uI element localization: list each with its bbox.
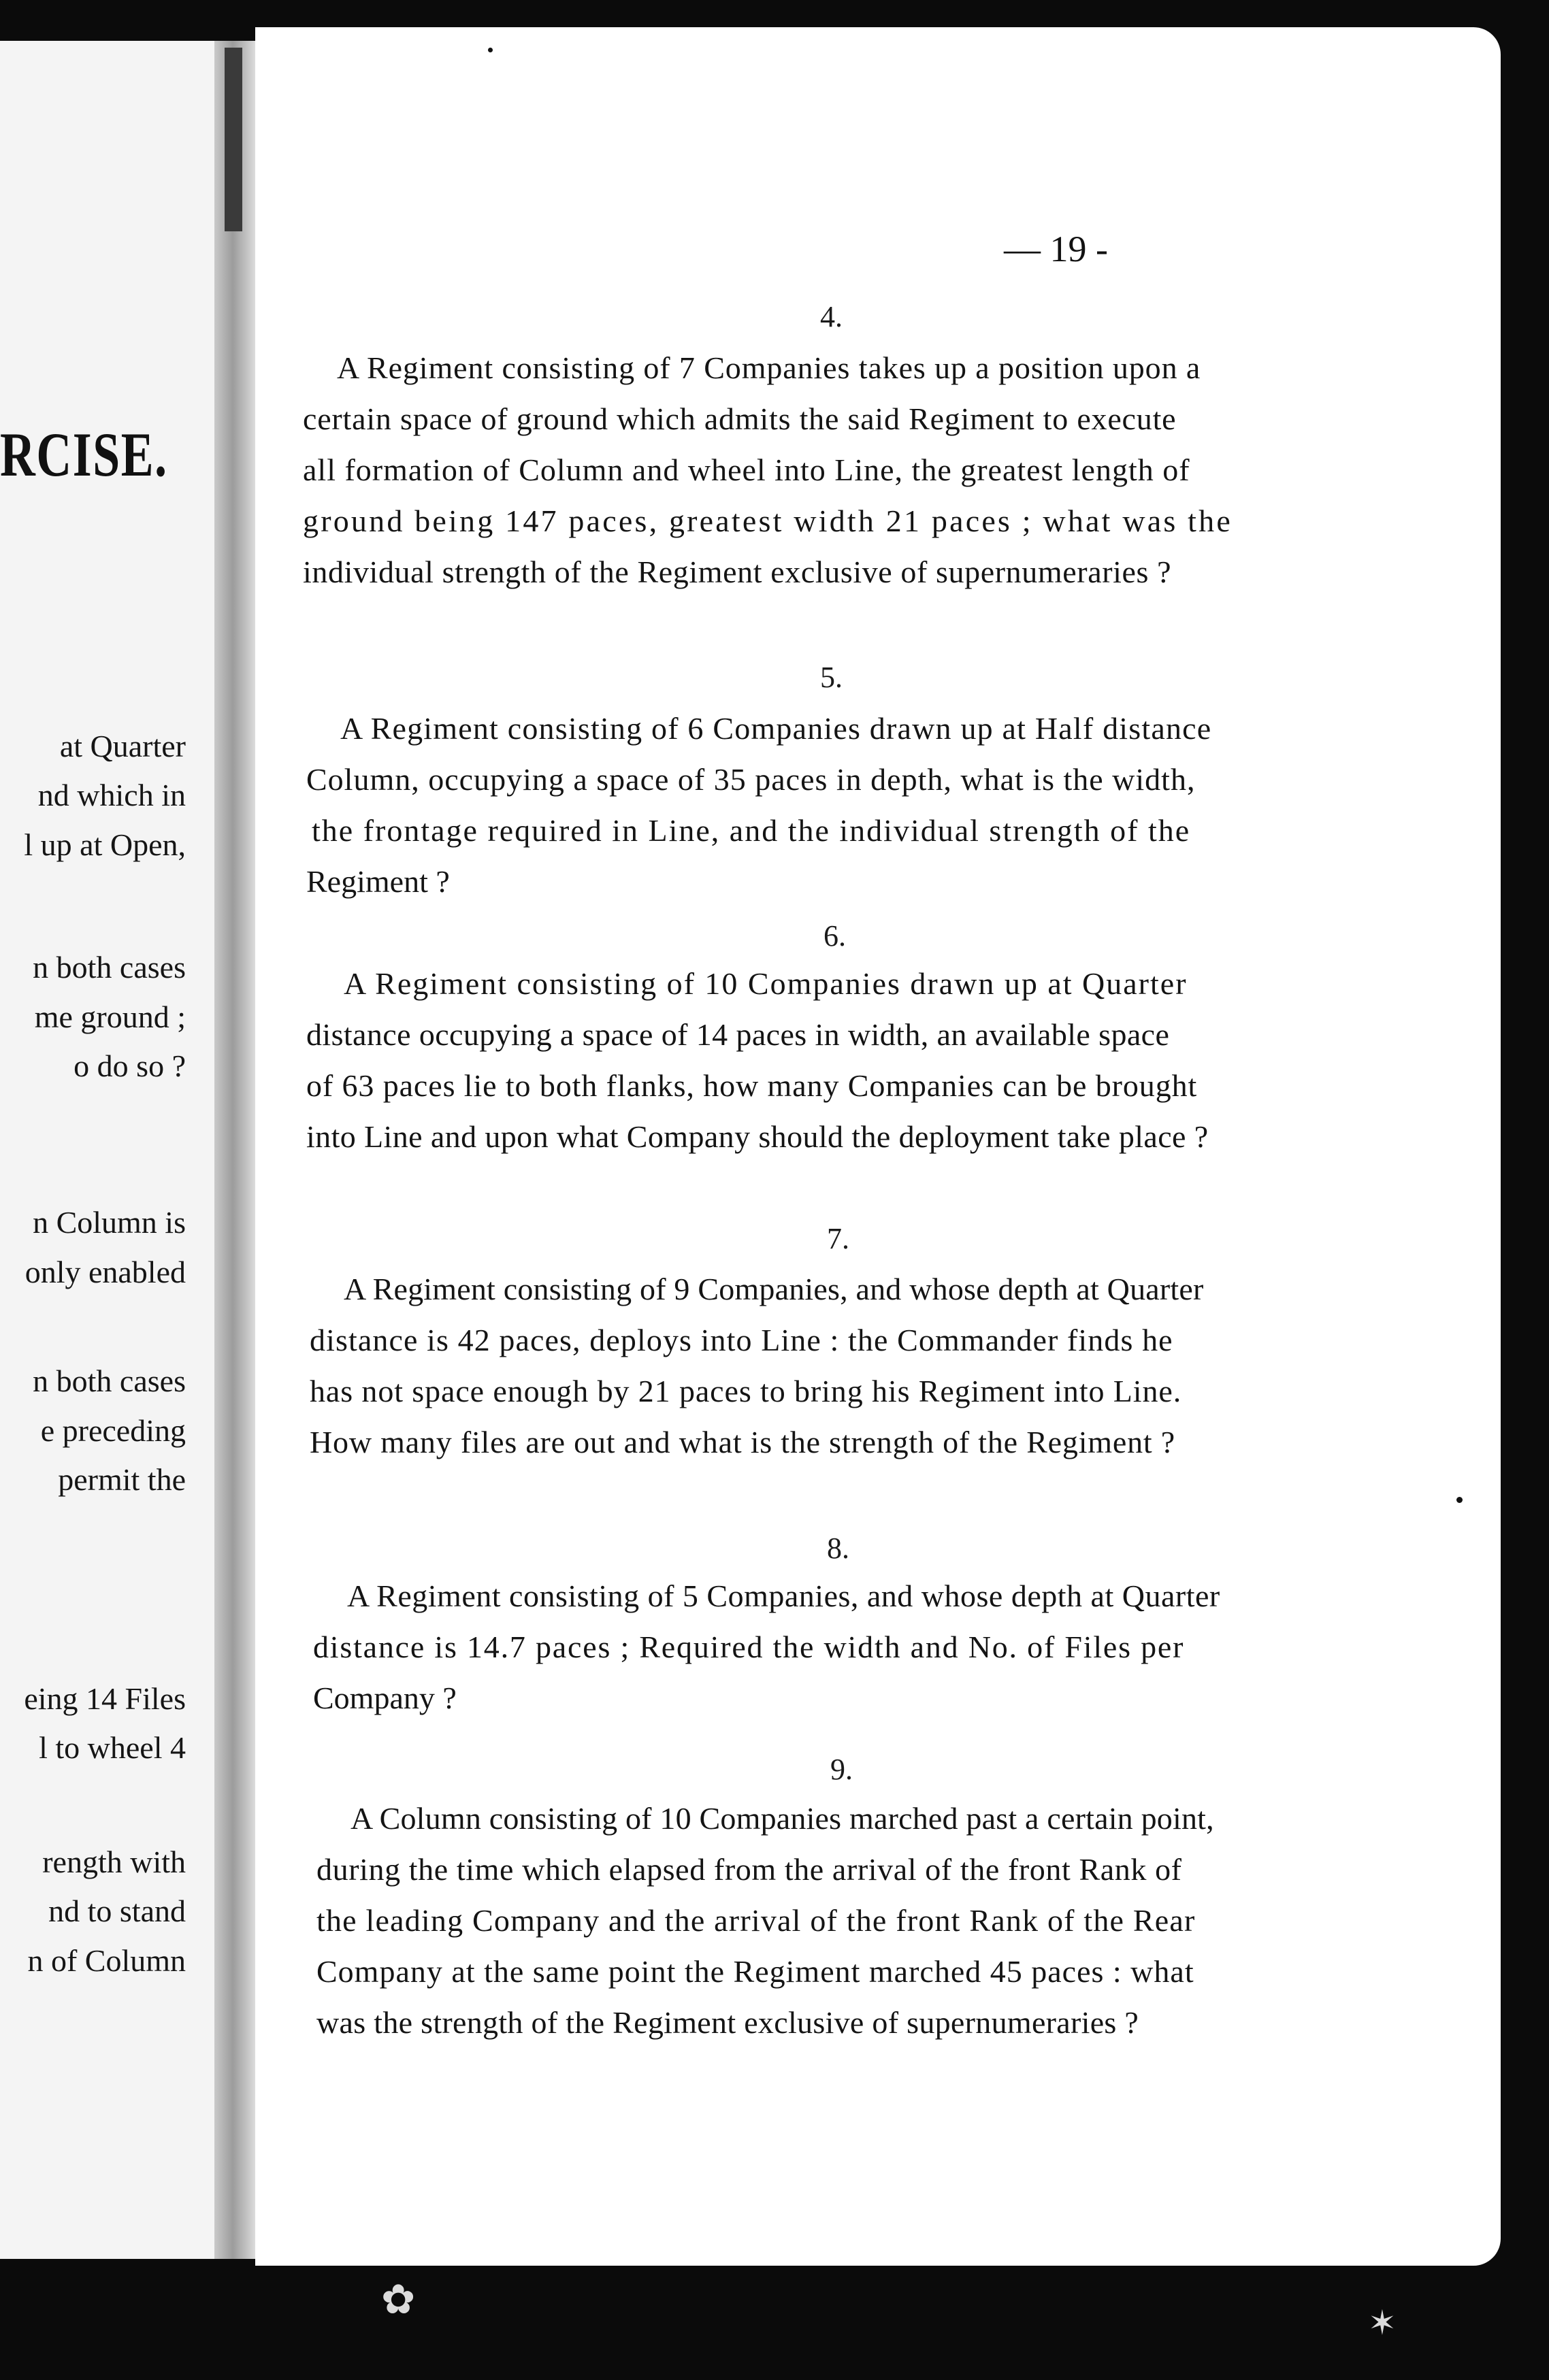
problem-text-line: all formation of Column and wheel into Line, the greatest length of (303, 452, 1190, 487)
problem-text-line: A Regiment consisting of 6 Companies drawn up at Half distance (340, 711, 1212, 746)
left-text-line: n Column is (33, 1205, 186, 1240)
left-page-fragment (0, 41, 214, 2259)
problem-text-line: the frontage required in Line, and the individual strength of the (312, 813, 1191, 848)
spine-shadow (225, 48, 242, 231)
left-text-line: at Quarter (59, 729, 186, 763)
left-text-line: only enabled (25, 1255, 186, 1289)
problem-text-line: distance occupying a space of 14 paces in width, an available space (306, 1017, 1170, 1052)
problem-text-line: A Column consisting of 10 Companies marched past a certain point, (350, 1801, 1214, 1836)
problem-text-line: into Line and upon what Company should the deployment take place ? (306, 1119, 1209, 1154)
ink-speck (488, 48, 493, 52)
problem-text-line: Company at the same point the Regiment marched 45 paces : what (316, 1954, 1194, 1989)
problem-text-line: Column, occupying a space of 35 paces in depth, what is the width, (306, 762, 1196, 797)
left-text-line: l up at Open, (24, 827, 186, 862)
left-text-line: me ground ; (34, 999, 186, 1034)
flower-ornament-icon: ✿ (381, 2276, 416, 2324)
left-text-line: nd to stand (48, 1894, 186, 1928)
problem-text-line: certain space of ground which admits the said Regiment to execute (303, 401, 1177, 436)
problem-number: 6. (824, 919, 846, 953)
left-text-line: o do so ? (74, 1048, 186, 1083)
problem-text-line: A Regiment consisting of 5 Companies, and whose depth at Quarter (347, 1579, 1220, 1613)
problem-text-line: of 63 paces lie to both flanks, how many Companies can be brought (306, 1068, 1198, 1103)
problem-text-line: ground being 147 paces, greatest width 21 paces ; what was the (303, 503, 1233, 538)
left-text-line: nd which in (37, 778, 186, 812)
problem-text-line: A Regiment consisting of 9 Companies, and whose depth at Quarter (344, 1272, 1204, 1306)
left-text-line: rength with (42, 1845, 186, 1879)
left-text-line: n both cases (33, 950, 186, 985)
problem-text-line: has not space enough by 21 paces to bring his Regiment into Line. (310, 1374, 1182, 1408)
problem-number: 4. (820, 300, 843, 333)
problem-text-line: A Regiment consisting of 7 Companies takes up a position upon a (337, 350, 1201, 385)
problem-text-line: distance is 14.7 paces ; Required the width and No. of Files per (313, 1630, 1185, 1664)
left-text-line: permit the (58, 1462, 186, 1497)
problem-text-line: individual strength of the Regiment exclusive of supernumeraries ? (303, 555, 1172, 589)
left-page-heading: RCISE. (0, 420, 168, 489)
problem-number: 5. (820, 661, 843, 694)
left-text-line: n of Column (27, 1943, 186, 1978)
problem-text-line: during the time which elapsed from the arrival of the front Rank of (316, 1852, 1182, 1887)
problem-number: 8. (827, 1532, 849, 1565)
problem-text-line: the leading Company and the arrival of the front Rank of the Rear (316, 1903, 1196, 1938)
left-text-line: eing 14 Files (24, 1681, 186, 1716)
ink-speck (1456, 1497, 1463, 1503)
smudge-mark-icon: ✶ (1368, 2303, 1397, 2343)
problem-number: 9. (830, 1753, 853, 1786)
left-text-line: e preceding (40, 1413, 186, 1448)
problem-text-line: Regiment ? (306, 864, 450, 899)
left-text-line: l to wheel 4 (39, 1730, 186, 1765)
problem-text-line: A Regiment consisting of 10 Companies drawn up at Quarter (344, 966, 1188, 1001)
problem-text-line: distance is 42 paces, deploys into Line : the Commander finds he (310, 1323, 1173, 1357)
problem-text-line: was the strength of the Regiment exclusive of supernumeraries ? (316, 2005, 1139, 2040)
left-text-line: n both cases (33, 1363, 186, 1398)
page-number: — 19 - (1004, 229, 1108, 269)
book-gutter (214, 41, 255, 2259)
problem-text-line: How many files are out and what is the strength of the Regiment ? (310, 1425, 1175, 1459)
problem-text-line: Company ? (313, 1681, 457, 1715)
problem-number: 7. (827, 1222, 849, 1255)
right-page (255, 27, 1501, 2266)
